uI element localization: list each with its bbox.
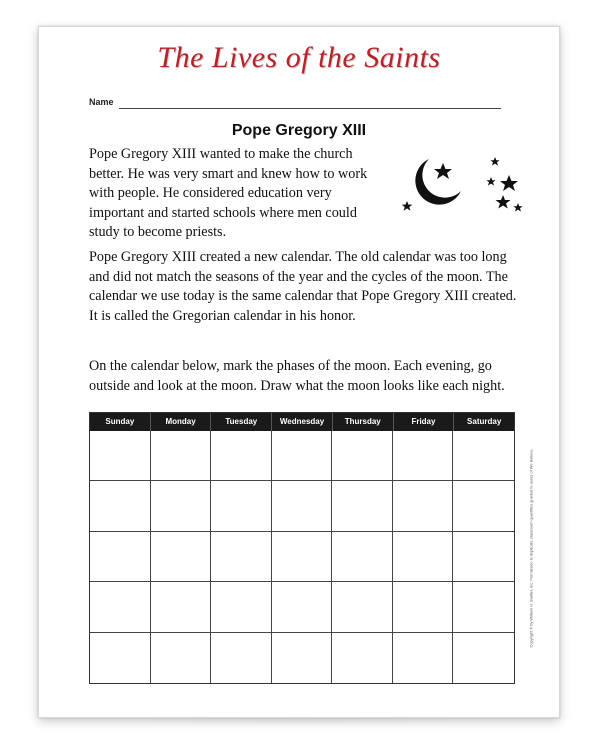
worksheet-page	[38, 26, 560, 718]
calendar-cell[interactable]	[332, 532, 393, 582]
name-line	[119, 108, 501, 109]
calendar-cell[interactable]	[453, 633, 514, 683]
star-icon	[402, 201, 413, 211]
calendar-day-sunday: Sunday	[90, 413, 151, 431]
calendar-cell[interactable]	[332, 633, 393, 683]
calendar-cell[interactable]	[90, 431, 151, 481]
calendar-cell[interactable]	[90, 532, 151, 582]
calendar-cell[interactable]	[272, 582, 333, 632]
paragraph-1: Pope Gregory XIII wanted to make the church better. He was very smart and knew how to work with people. He considered education very important and started schools where men could study to become priests.	[89, 146, 368, 240]
calendar-cell[interactable]	[453, 431, 514, 481]
calendar-cell[interactable]	[332, 431, 393, 481]
calendar-cell[interactable]	[211, 633, 272, 683]
calendar-day-wednesday: Wednesday	[272, 413, 333, 431]
moon-icon	[415, 159, 461, 205]
calendar-cell[interactable]	[453, 481, 514, 531]
name-field	[89, 97, 501, 111]
calendar-cell[interactable]	[90, 582, 151, 632]
calendar-cell[interactable]	[211, 532, 272, 582]
copyright-notice	[526, 411, 536, 685]
calendar-day-tuesday: Tuesday	[211, 413, 272, 431]
calendar-cell[interactable]	[272, 431, 333, 481]
calendar-cell[interactable]	[151, 431, 212, 481]
calendar-grid	[90, 431, 514, 683]
calendar-day-monday: Monday	[151, 413, 212, 431]
star-icon	[434, 163, 452, 179]
calendar-cell[interactable]	[211, 431, 272, 481]
calendar-day-friday: Friday	[394, 413, 455, 431]
calendar-cell[interactable]	[90, 481, 151, 531]
calendar-cell[interactable]	[393, 532, 454, 582]
calendar-cell[interactable]	[332, 582, 393, 632]
calendar-cell[interactable]	[393, 633, 454, 683]
star-icon	[513, 203, 522, 212]
calendar-cell[interactable]	[272, 532, 333, 582]
calendar-cell[interactable]	[272, 633, 333, 683]
star-icon	[500, 175, 518, 191]
moon-and-stars-icon	[399, 147, 529, 217]
calendar-cell[interactable]	[151, 582, 212, 632]
calendar-cell[interactable]	[211, 582, 272, 632]
calendar-cell[interactable]	[272, 481, 333, 531]
calendar-header	[90, 413, 514, 431]
calendar-cell[interactable]	[151, 481, 212, 531]
calendar-cell[interactable]	[393, 582, 454, 632]
copyright-text: Copyright © by William H. Sadlier, Inc. Permission to duplicate classroom quantities granted to users of We Believe.	[528, 448, 534, 648]
page-heading: Pope Gregory XIII	[231, 122, 367, 139]
calendar-cell[interactable]	[151, 532, 212, 582]
calendar-cell[interactable]	[393, 431, 454, 481]
calendar-cell[interactable]	[332, 481, 393, 531]
star-icon	[486, 177, 495, 186]
calendar-cell[interactable]	[453, 532, 514, 582]
calendar-cell[interactable]	[393, 481, 454, 531]
name-label: Name	[89, 97, 114, 107]
calendar-cell[interactable]	[453, 582, 514, 632]
calendar-cell[interactable]	[151, 633, 212, 683]
calendar-day-thursday: Thursday	[333, 413, 394, 431]
moon-phase-calendar	[89, 412, 515, 684]
calendar-cell[interactable]	[211, 481, 272, 531]
calendar-cell[interactable]	[90, 633, 151, 683]
paragraph-3: On the calendar below, mark the phases of the moon. Each evening, go outside and look at the moon. Draw what the moon looks like each night.	[89, 358, 505, 394]
calendar-day-saturday: Saturday	[467, 417, 502, 426]
star-icon	[490, 157, 499, 166]
star-icon	[496, 195, 511, 209]
worksheet-title: The Lives of the Saints	[157, 41, 441, 74]
paragraph-2: Pope Gregory XIII created a new calendar. The old calendar was too long and did not match the seasons of the year and the cycles of the moon. The calendar we use today is the same calendar that Pope Gregory XIII created. It is called the Gregorian calendar in his honor.	[89, 249, 517, 324]
